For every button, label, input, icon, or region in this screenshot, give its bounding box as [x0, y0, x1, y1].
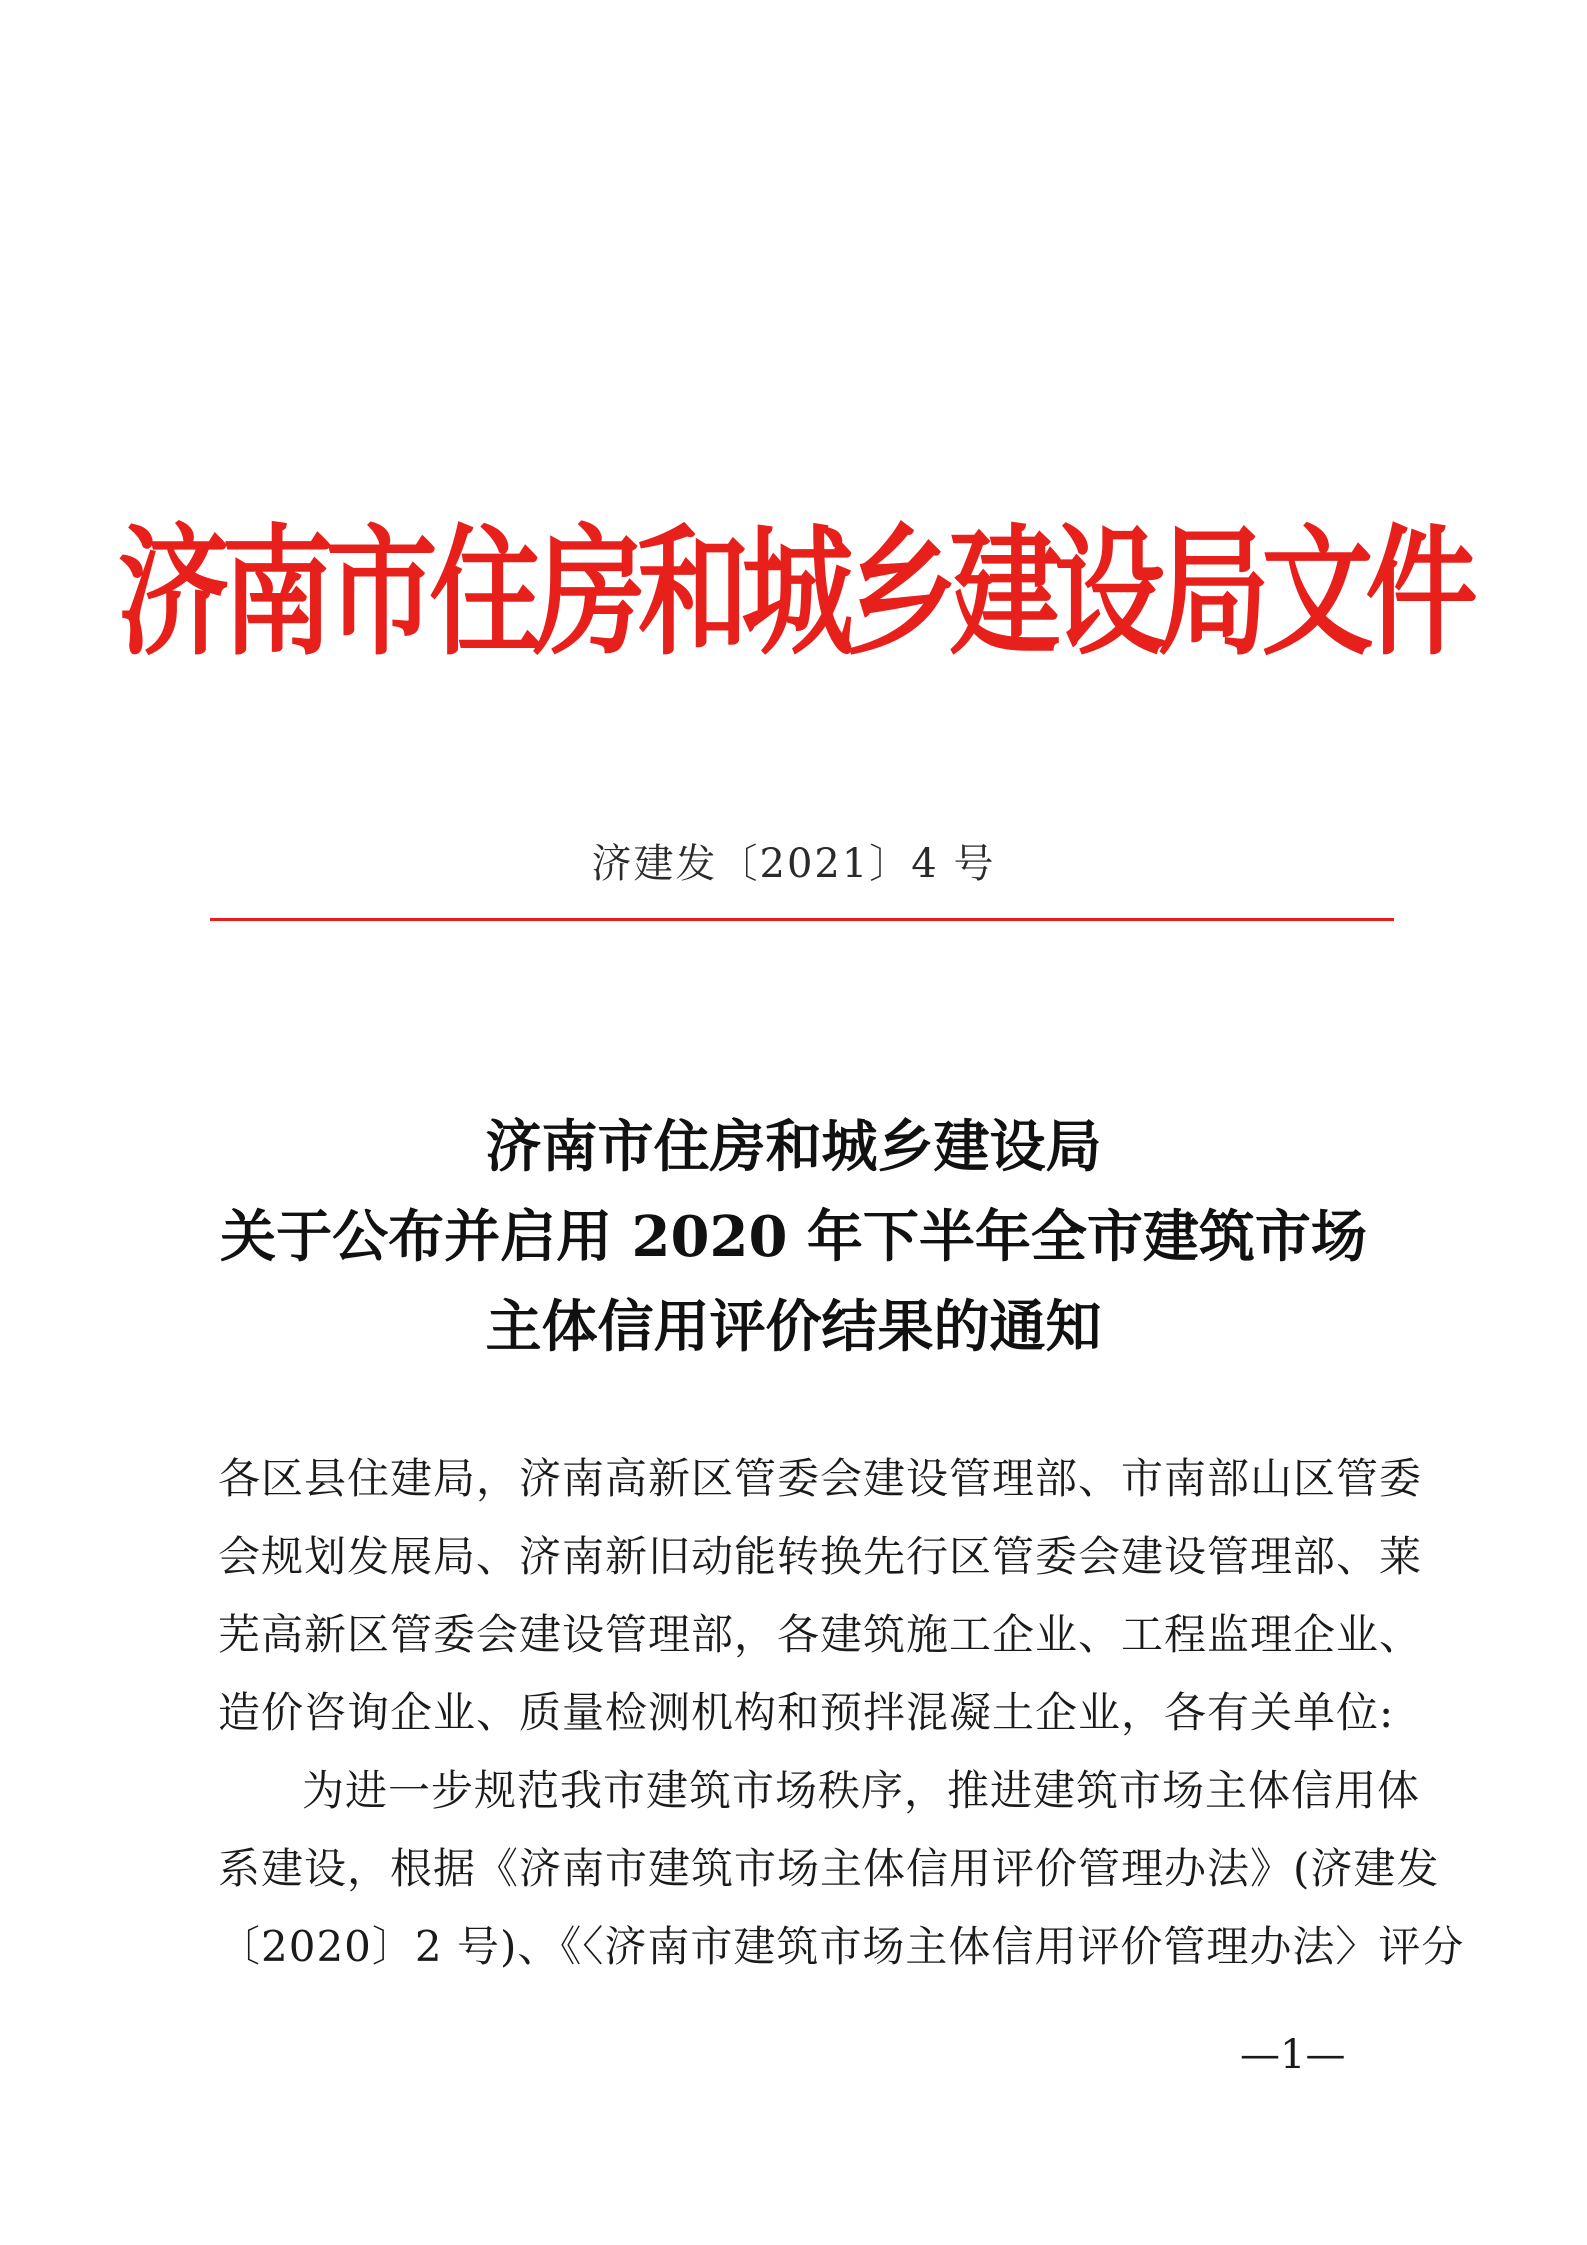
- body-line: 系建设，根据《济南市建筑市场主体信用评价管理办法》(济建发: [218, 1844, 1440, 1893]
- body-line: 芜高新区管委会建设管理部，各建筑施工企业、工程监理企业、: [218, 1610, 1423, 1659]
- title-line-1: 济南市住房和城乡建设局: [485, 1114, 1102, 1180]
- body-line: 〔2020〕2 号)、《〈济南市建筑市场主体信用评价管理办法〉评分: [218, 1922, 1465, 1971]
- body-line: 造价咨询企业、质量检测机构和预拌混凝土企业，各有关单位:: [218, 1688, 1395, 1737]
- page-number: —1—: [1240, 2032, 1346, 2078]
- title-line-2: 关于公布并启用 2020 年下半年全市建筑市场: [220, 1204, 1367, 1270]
- notice-body: [218, 1440, 1465, 1986]
- notice-title: [0, 1102, 1587, 1372]
- title-line-3: 主体信用评价结果的通知: [485, 1294, 1102, 1360]
- document-number: 济建发〔2021〕4 号: [591, 841, 996, 887]
- body-line: 为进一步规范我市建筑市场秩序，推进建筑市场主体信用体: [302, 1766, 1421, 1815]
- document-masthead: 济南市住房和城乡建设局文件: [117, 511, 1470, 675]
- red-divider-line: [210, 918, 1394, 921]
- body-line: 各区县住建局，济南高新区管委会建设管理部、市南部山区管委: [218, 1454, 1423, 1503]
- body-line: 会规划发展局、济南新旧动能转换先行区管委会建设管理部、莱: [218, 1532, 1423, 1581]
